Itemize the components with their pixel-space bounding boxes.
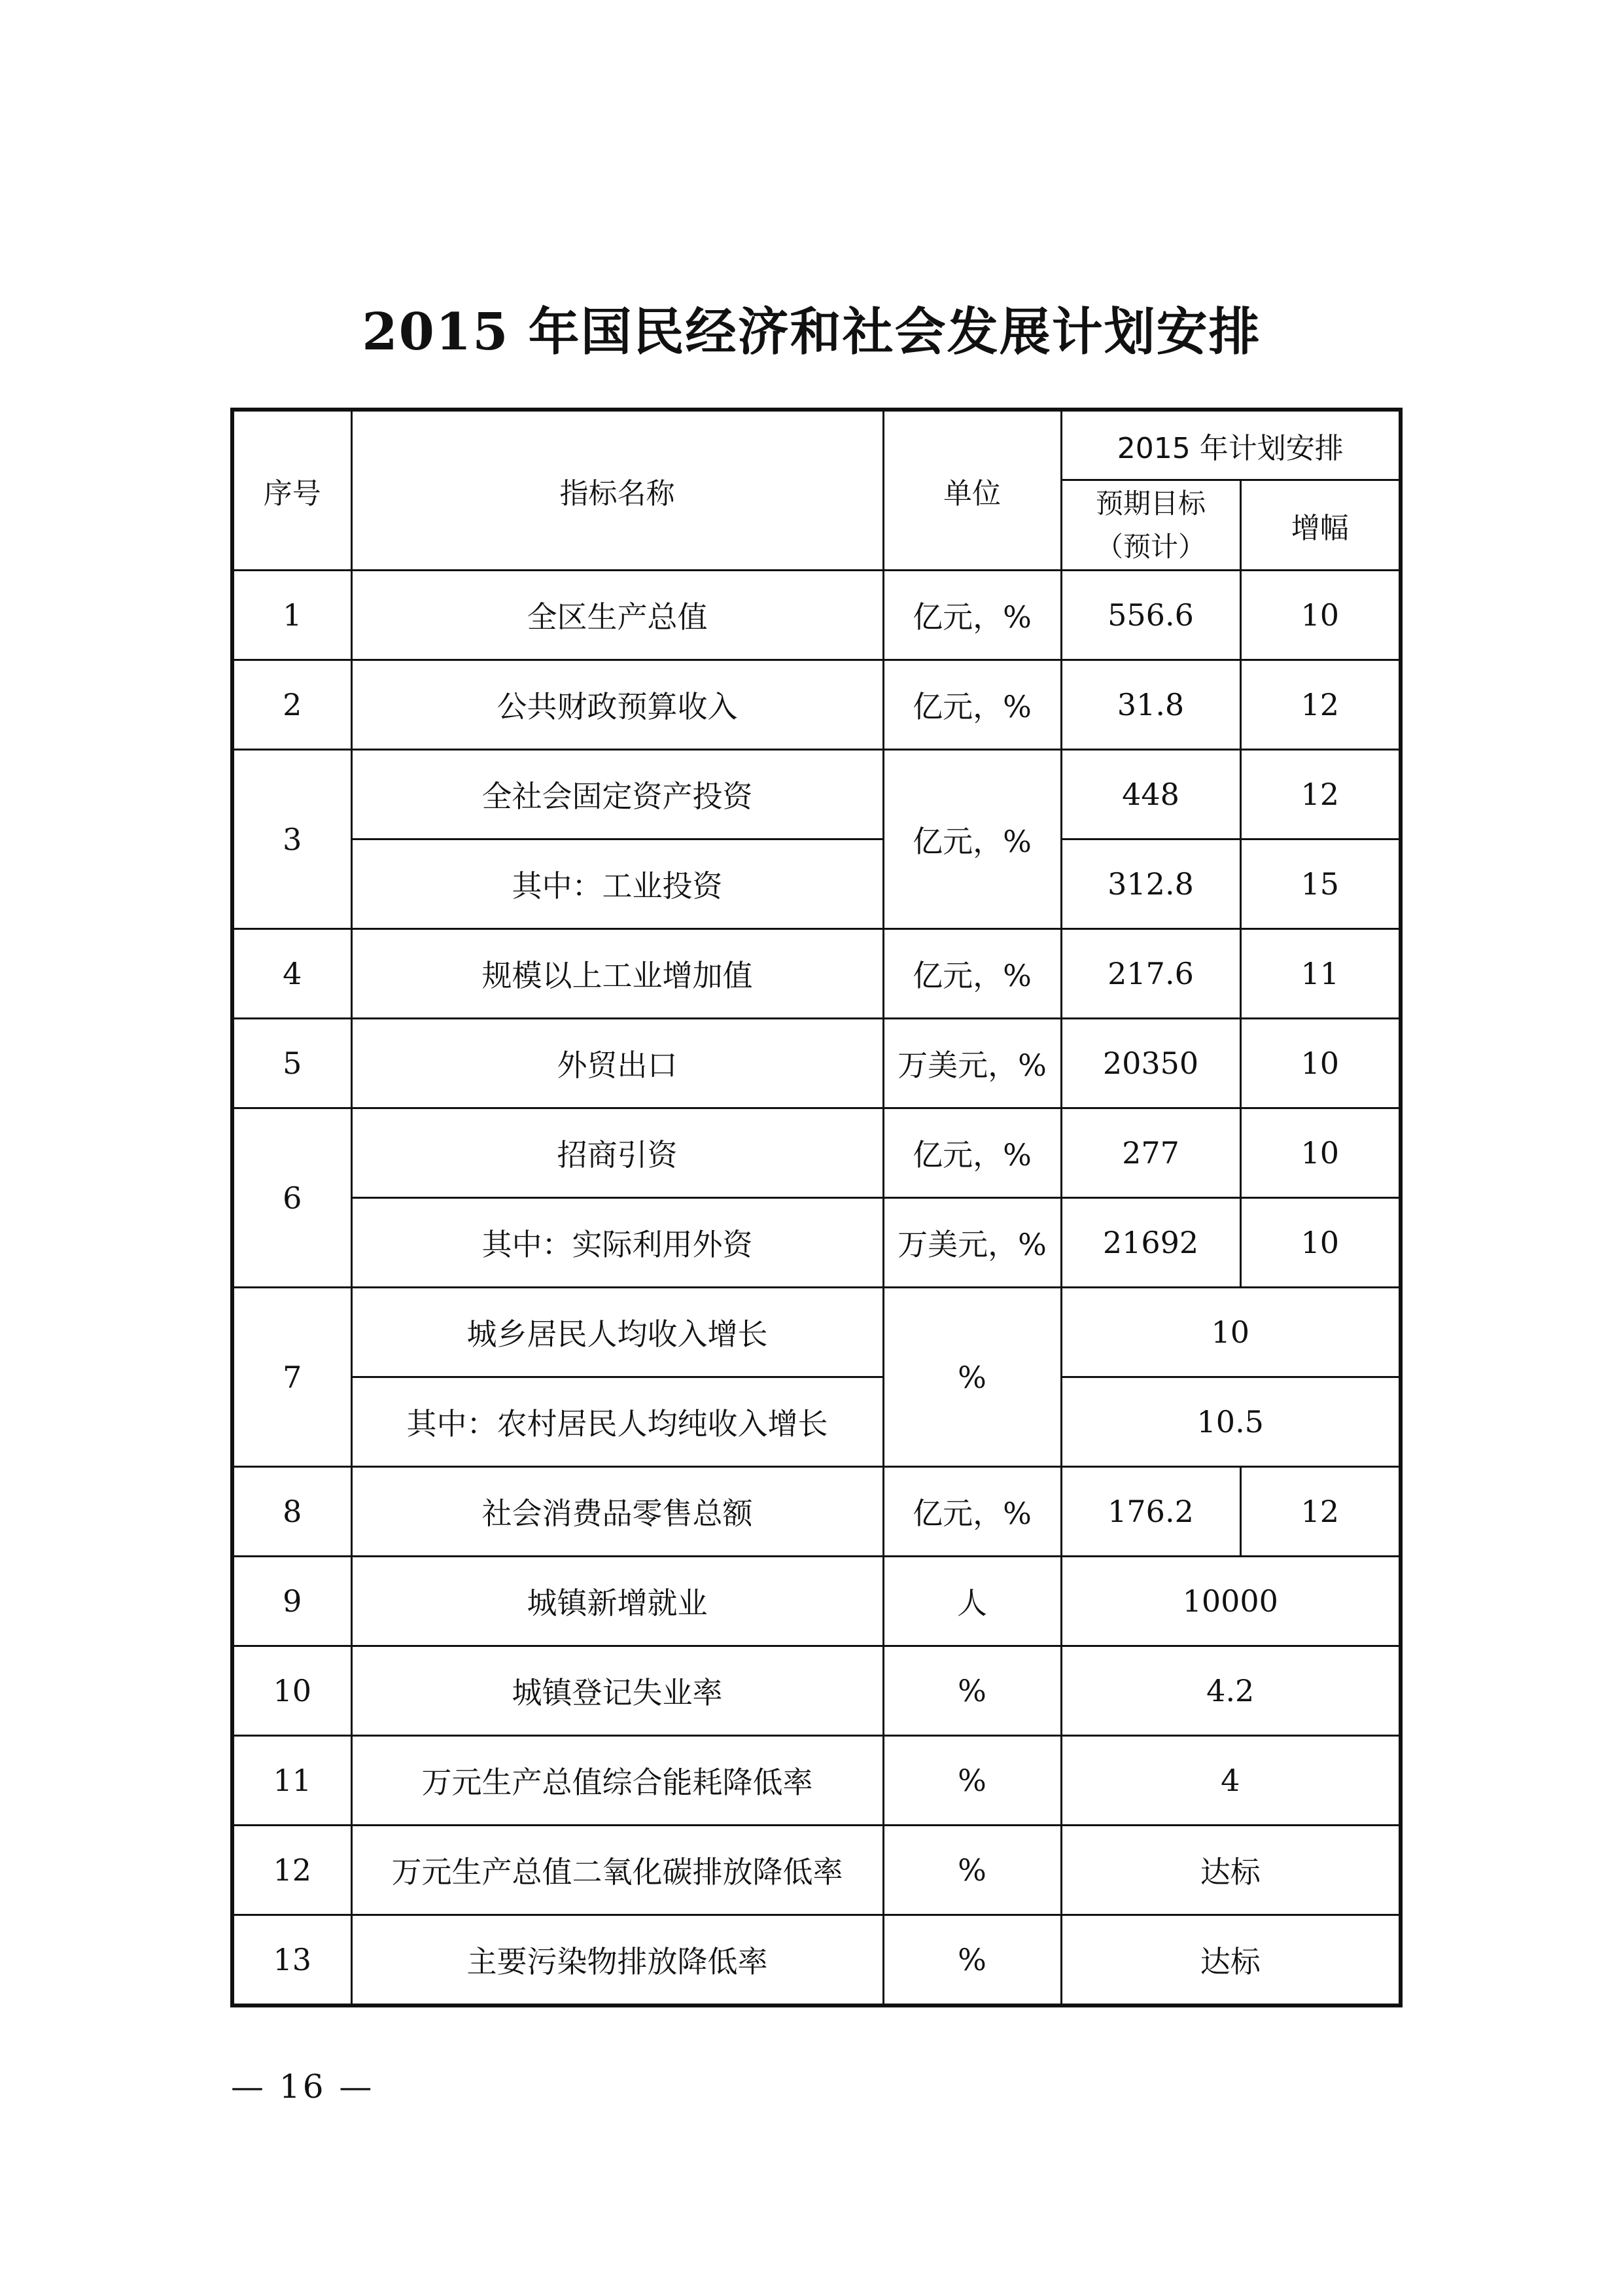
row-name: 社会消费品零售总额: [351, 1467, 883, 1557]
row-value: 4: [1061, 1736, 1401, 1826]
row-index: 8: [232, 1467, 351, 1557]
table-row: [232, 1467, 1401, 1557]
row-target: 448: [1061, 750, 1240, 839]
row-unit: 亿元，%: [883, 1108, 1061, 1198]
table-subrow: [232, 1198, 1401, 1288]
row-target: 217.6: [1061, 929, 1240, 1019]
header-target-line1: 预期目标: [1095, 487, 1206, 520]
header-name: 指标名称: [351, 410, 883, 571]
table-row: [232, 1646, 1401, 1736]
row-growth: 10: [1240, 571, 1401, 660]
row-value: 10: [1061, 1288, 1401, 1377]
row-value: 达标: [1061, 1915, 1401, 2006]
row-value: 达标: [1061, 1826, 1401, 1915]
row-unit: 亿元，%: [883, 750, 1061, 929]
row-unit: 亿元，%: [883, 929, 1061, 1019]
subrow-name: 其中：工业投资: [351, 839, 883, 929]
row-name: 万元生产总值综合能耗降低率: [351, 1736, 883, 1826]
row-index: 7: [232, 1288, 351, 1467]
row-index: 3: [232, 750, 351, 929]
row-unit: 亿元，%: [883, 660, 1061, 750]
row-growth: 10: [1240, 1019, 1401, 1108]
table-row: [232, 1826, 1401, 1915]
table-row: [232, 1557, 1401, 1646]
row-unit: 亿元，%: [883, 571, 1061, 660]
row-unit: %: [883, 1646, 1061, 1736]
subrow-name: 其中：农村居民人均纯收入增长: [351, 1377, 883, 1467]
row-index: 2: [232, 660, 351, 750]
row-name: 城乡居民人均收入增长: [351, 1288, 883, 1377]
row-unit: %: [883, 1736, 1061, 1826]
row-name: 城镇新增就业: [351, 1557, 883, 1646]
row-unit: 亿元，%: [883, 1467, 1061, 1557]
row-value: 10000: [1061, 1557, 1401, 1646]
subrow-name: 其中：实际利用外资: [351, 1198, 883, 1288]
subrow-growth: 15: [1240, 839, 1401, 929]
header-unit: 单位: [883, 410, 1061, 571]
table-subrow: [232, 1377, 1401, 1467]
page-title: 2015 年国民经济和社会发展计划安排: [362, 302, 1261, 362]
row-index: 1: [232, 571, 351, 660]
header-index: 序号: [232, 410, 351, 571]
row-index: 4: [232, 929, 351, 1019]
plan-table: [230, 408, 1403, 2007]
row-name: 全区生产总值: [351, 571, 883, 660]
table-row: [232, 750, 1401, 839]
row-target: 277: [1061, 1108, 1240, 1198]
row-name: 外贸出口: [351, 1019, 883, 1108]
table-row: [232, 1019, 1401, 1108]
page-number: — 16 —: [231, 2068, 375, 2106]
row-name: 公共财政预算收入: [351, 660, 883, 750]
row-name: 规模以上工业增加值: [351, 929, 883, 1019]
row-index: 13: [232, 1915, 351, 2006]
table-row: [232, 1288, 1401, 1377]
table-row: [232, 1736, 1401, 1826]
row-name: 招商引资: [351, 1108, 883, 1198]
header-growth: 增幅: [1240, 480, 1401, 571]
table-header-row: [232, 410, 1401, 480]
row-unit: %: [883, 1288, 1061, 1467]
table-row: [232, 1915, 1401, 2006]
subrow-unit: 万美元，%: [883, 1198, 1061, 1288]
row-growth: 11: [1240, 929, 1401, 1019]
header-plan-group: 2015 年计划安排: [1061, 410, 1401, 480]
subrow-target: 21692: [1061, 1198, 1240, 1288]
table-row: [232, 929, 1401, 1019]
row-index: 12: [232, 1826, 351, 1915]
row-index: 5: [232, 1019, 351, 1108]
row-unit: 人: [883, 1557, 1061, 1646]
subrow-growth: 10: [1240, 1198, 1401, 1288]
row-name: 城镇登记失业率: [351, 1646, 883, 1736]
row-unit: 万美元，%: [883, 1019, 1061, 1108]
row-value: 4.2: [1061, 1646, 1401, 1736]
row-name: 主要污染物排放降低率: [351, 1915, 883, 2006]
header-target: [1061, 480, 1240, 571]
table-row: [232, 1108, 1401, 1198]
table-subrow: [232, 839, 1401, 929]
header-target-line2: （预计）: [1095, 530, 1206, 563]
subrow-value: 10.5: [1061, 1377, 1401, 1467]
row-growth: 12: [1240, 1467, 1401, 1557]
row-growth: 12: [1240, 660, 1401, 750]
row-name: 全社会固定资产投资: [351, 750, 883, 839]
row-index: 11: [232, 1736, 351, 1826]
table-row: [232, 660, 1401, 750]
row-index: 9: [232, 1557, 351, 1646]
row-unit: %: [883, 1826, 1061, 1915]
row-target: 176.2: [1061, 1467, 1240, 1557]
row-name: 万元生产总值二氧化碳排放降低率: [351, 1826, 883, 1915]
table-row: [232, 571, 1401, 660]
subrow-target: 312.8: [1061, 839, 1240, 929]
row-unit: %: [883, 1915, 1061, 2006]
row-target: 31.8: [1061, 660, 1240, 750]
row-target: 20350: [1061, 1019, 1240, 1108]
row-target: 556.6: [1061, 571, 1240, 660]
row-growth: 12: [1240, 750, 1401, 839]
row-growth: 10: [1240, 1108, 1401, 1198]
row-index: 10: [232, 1646, 351, 1736]
row-index: 6: [232, 1108, 351, 1288]
